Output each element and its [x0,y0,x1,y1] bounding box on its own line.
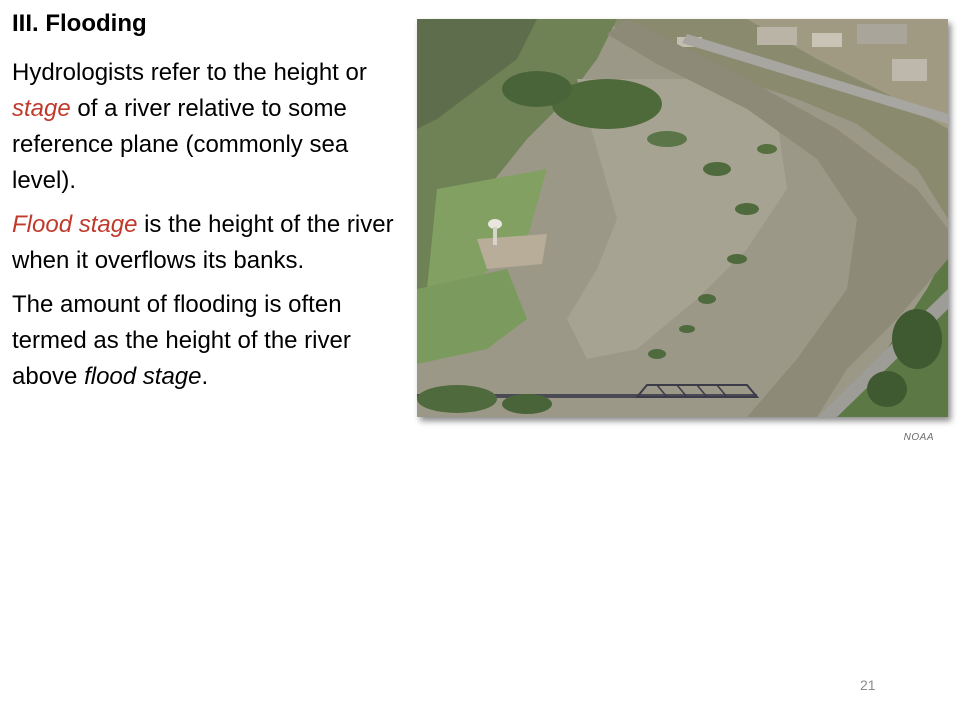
paragraph-text: of a river relative to some reference plane (commonly sea level). [12,95,349,194]
paragraph-stage-definition [12,55,407,199]
paragraph-flood-stage-definition [12,207,407,279]
term-flood-stage: Flood stage [12,211,138,238]
paragraph-text: Hydrologists refer to the height or [12,59,367,86]
aerial-flood-photo [417,19,948,417]
paragraph-text: The amount of flooding is often termed as the height of the river above [12,291,351,390]
slide-body [12,55,407,403]
term-flood-stage-italic: flood stage [84,363,202,390]
term-stage: stage [12,95,71,122]
paragraph-flooding-amount [12,287,407,395]
paragraph-text: is the height of the river when it overflows its banks. [12,211,394,274]
image-credit: NOAA [903,432,934,443]
paragraph-text: . [201,363,209,390]
page-number: 21 [860,677,876,693]
slide-title: III. Flooding [12,10,147,37]
